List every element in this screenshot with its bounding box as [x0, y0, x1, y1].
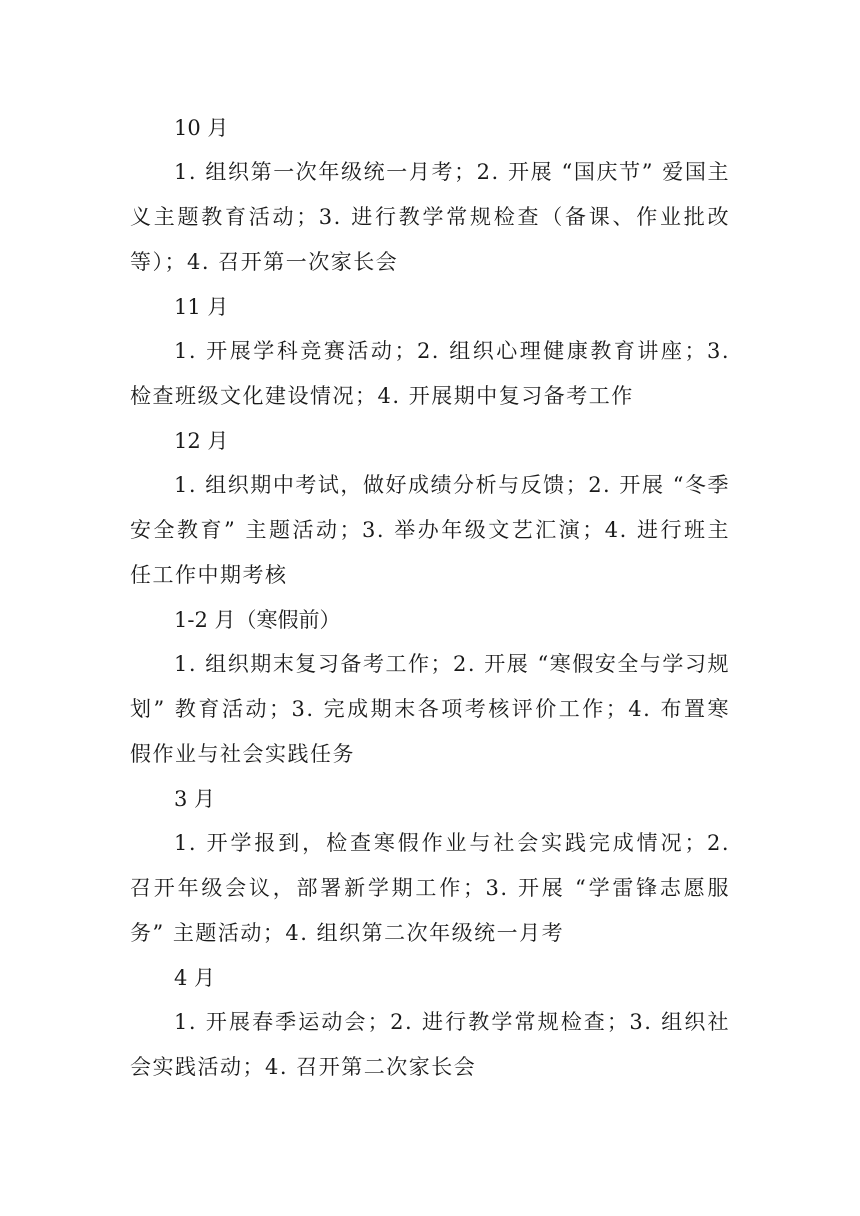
document-page — [130, 106, 730, 1090]
month-heading: 11 月 — [174, 295, 229, 319]
section-april — [130, 956, 730, 1090]
month-plan: 1. 开展学科竞赛活动；2. 组织心理健康教育讲座；3. 检查班级文化建设情况；4. 开展期中复习备考工作 — [130, 339, 730, 408]
month-heading: 12 月 — [174, 429, 229, 453]
month-plan: 1. 开展春季运动会；2. 进行教学常规检查；3. 组织社会实践活动；4. 召开第二次家长会 — [130, 1010, 730, 1079]
month-heading: 4 月 — [174, 966, 216, 990]
section-march — [130, 777, 730, 956]
section-november — [130, 285, 730, 419]
month-heading: 1-2 月（寒假前） — [174, 608, 341, 632]
month-heading: 10 月 — [174, 116, 229, 140]
section-december — [130, 419, 730, 598]
section-january-february — [130, 598, 730, 777]
month-plan: 1. 组织第一次年级统一月考；2. 开展 “国庆节” 爱国主义主题教育活动；3. 进行教学常规检查（备课、作业批改等）；4. 召开第一次家长会 — [130, 160, 730, 274]
section-october — [130, 106, 730, 285]
month-plan: 1. 组织期末复习备考工作；2. 开展 “寒假安全与学习规划” 教育活动；3. 完成期末各项考核评价工作；4. 布置寒假作业与社会实践任务 — [130, 652, 730, 766]
month-plan: 1. 组织期中考试，做好成绩分析与反馈；2. 开展 “冬季安全教育” 主题活动；3. 举办年级文艺汇演；4. 进行班主任工作中期考核 — [130, 473, 730, 587]
month-plan: 1. 开学报到，检查寒假作业与社会实践完成情况；2. 召开年级会议，部署新学期工作；3. 开展 “学雷锋志愿服务” 主题活动；4. 组织第二次年级统一月考 — [130, 831, 730, 945]
month-heading: 3 月 — [174, 787, 216, 811]
